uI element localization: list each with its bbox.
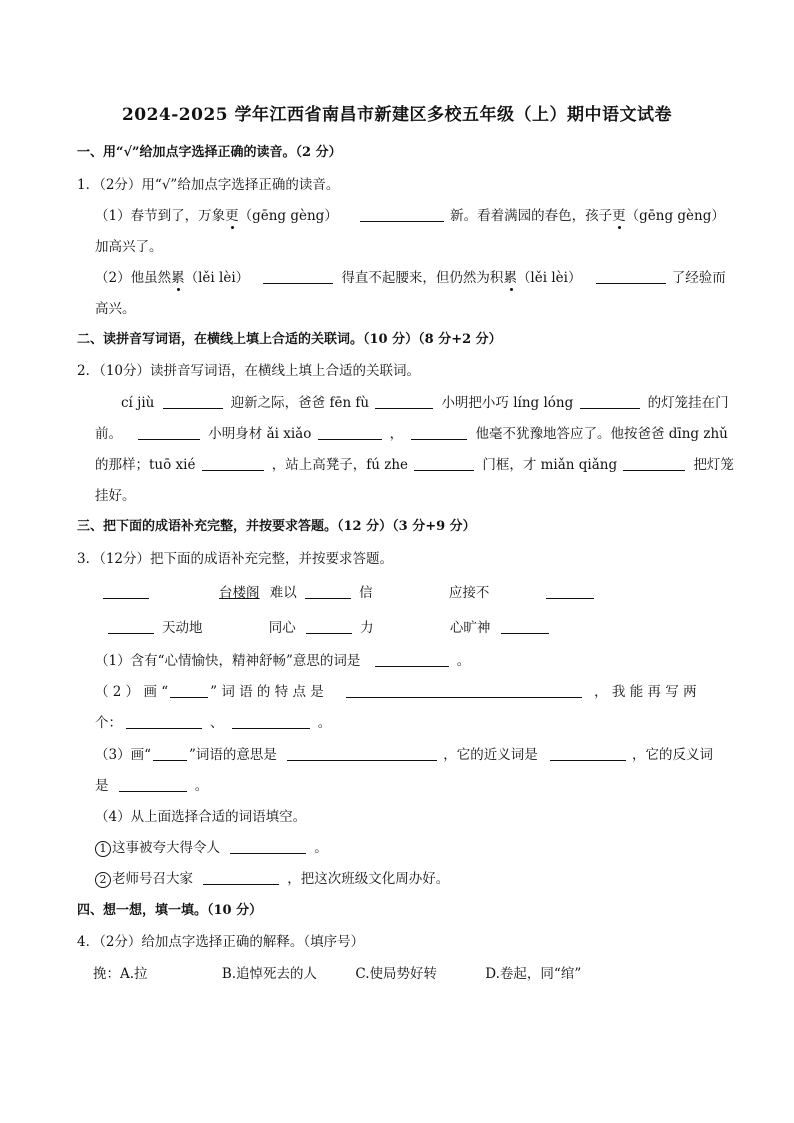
q3-sub-3 xyxy=(95,746,713,764)
q1-line-2: 加高兴了。 xyxy=(95,239,163,255)
text: （3）画“ xyxy=(95,747,151,763)
answer-blank[interactable] xyxy=(263,269,333,284)
text: 新。看着满园的春色，孩子 xyxy=(450,208,613,224)
section-2-heading: 二、读拼音写词语，在横线上填上合适的关联词。（10 分）（8 分+2 分） xyxy=(77,332,502,347)
answer-blank[interactable] xyxy=(375,394,433,409)
text: 的灯笼挂在门 xyxy=(647,395,729,411)
text: （gēng gèng） xyxy=(238,208,338,224)
mark-blank[interactable] xyxy=(153,746,187,761)
text: ” 词 语 的 特 点 是 xyxy=(210,684,324,700)
section-1-heading: 一、用“√”给加点字选择正确的读音。（2 分） xyxy=(77,145,342,160)
q3-sub-1 xyxy=(95,652,470,670)
answer-blank[interactable] xyxy=(360,207,444,222)
q2-line-1 xyxy=(121,394,729,412)
q2-line-2 xyxy=(95,425,728,443)
answer-blank[interactable] xyxy=(119,777,187,792)
answer-blank[interactable] xyxy=(287,746,437,761)
q3-sub-4: （4）从上面选择合适的词语填空。 xyxy=(95,809,307,825)
text: （2）他虽然 xyxy=(95,270,172,286)
q3-fill-2 xyxy=(95,870,449,888)
text: 。 xyxy=(456,653,471,669)
text: 小明身材 ǎi xiǎo xyxy=(208,426,312,442)
q3-sub-2-cont xyxy=(95,714,331,732)
relation-blank[interactable] xyxy=(411,425,467,440)
text: （lěi lèi） xyxy=(516,270,582,286)
text: 这事被夸大得令人 xyxy=(112,840,220,856)
idiom-text: 难以 xyxy=(269,585,297,601)
q3-fill-1 xyxy=(95,839,328,857)
q2-line-4: 挂好。 xyxy=(95,488,136,504)
text: 老师号召大家 xyxy=(112,871,193,887)
text: （gēng gèng） xyxy=(625,208,725,224)
text: （1）含有“心情愉快，精神舒畅”意思的词是 xyxy=(95,653,361,669)
q1-line-4: 高兴。 xyxy=(95,301,136,317)
text: ，把这次班级文化周办好。 xyxy=(287,871,450,887)
question-2: 2．（10分）读拼音写词语，在横线上填上合适的关联词。 xyxy=(77,363,421,379)
idiom-text: 心旷神 xyxy=(449,620,491,636)
text: 。 xyxy=(194,778,209,794)
text: ， 我 能 再 写 两 xyxy=(594,684,697,700)
idiom-row-1 xyxy=(103,584,594,602)
idiom-text: 信 xyxy=(359,585,373,601)
text: （lěi lèi） xyxy=(184,270,250,286)
text: 。 xyxy=(317,715,332,731)
idiom-text: 力 xyxy=(360,620,374,636)
text: 的那样；tuō xié xyxy=(95,457,196,473)
q3-sub-3-cont xyxy=(95,777,208,795)
idiom-text: 同心 xyxy=(268,620,296,636)
option-d: D.卷起，同“绾” xyxy=(485,966,582,982)
text: 了经验而 xyxy=(671,270,726,286)
idiom-text: 应接不 xyxy=(448,585,490,601)
answer-blank[interactable] xyxy=(580,394,640,409)
text: cí jiù xyxy=(121,395,155,411)
text: ”词语的意思是 xyxy=(189,747,277,763)
answer-blank[interactable] xyxy=(163,394,223,409)
text: 个： xyxy=(95,715,122,731)
page-title: 2024-2025 学年江西省南昌市新建区多校五年级（上）期中语文试卷 xyxy=(121,105,673,125)
text: 是 xyxy=(95,778,109,794)
q1-line-1 xyxy=(95,207,725,225)
answer-blank[interactable] xyxy=(375,652,449,667)
question-4: 4．（2分）给加点字选择正确的解释。（填序号） xyxy=(77,934,365,950)
idiom-blank[interactable] xyxy=(108,619,154,634)
dotted-char: 更 xyxy=(225,208,239,224)
q2-line-3 xyxy=(95,456,734,474)
idiom-blank[interactable] xyxy=(306,619,352,634)
text: 。 xyxy=(314,840,328,856)
idiom-blank[interactable] xyxy=(305,584,351,599)
idiom-text: 天动地 xyxy=(162,620,203,636)
answer-blank[interactable] xyxy=(202,456,264,471)
answer-blank[interactable] xyxy=(232,714,310,729)
text: 、 xyxy=(210,715,224,731)
option-a: A.拉 xyxy=(120,966,148,982)
text: 小明把小巧 líng lóng xyxy=(441,395,574,411)
text: 得直不起腰来，但仍然为积 xyxy=(341,270,504,286)
text: 门框，才 miǎn qiǎng xyxy=(482,457,618,473)
section-3-heading: 三、把下面的成语补充完整，并按要求答题。（12 分）（3 分+9 分） xyxy=(77,519,476,534)
text: ， xyxy=(389,426,404,442)
option-b: B.追悼死去的人 xyxy=(221,966,318,982)
answer-blank[interactable] xyxy=(414,456,474,471)
dotted-char: 更 xyxy=(612,208,626,224)
answer-blank[interactable] xyxy=(623,456,685,471)
idiom-blank[interactable] xyxy=(501,619,549,634)
dotted-char: 累 xyxy=(171,270,185,286)
text: （ 2 ） 画 “ xyxy=(95,684,169,700)
circle-number-1: 1 xyxy=(95,841,111,857)
dotted-char: 累 xyxy=(503,270,517,286)
answer-blank[interactable] xyxy=(126,714,202,729)
answer-blank[interactable] xyxy=(230,839,306,854)
answer-blank[interactable] xyxy=(318,425,382,440)
q3-sub-2 xyxy=(95,683,697,701)
text: 把灯笼 xyxy=(693,457,734,473)
answer-blank[interactable] xyxy=(550,746,626,761)
relation-blank[interactable] xyxy=(138,425,200,440)
text: （1）春节到了，万象 xyxy=(95,208,226,224)
text: 他毫不犹豫地答应了。他按爸爸 dīng zhǔ xyxy=(475,426,728,442)
option-c: C.使局势好转 xyxy=(355,966,437,982)
circle-number-2: 2 xyxy=(95,872,111,888)
answer-blank[interactable] xyxy=(596,269,666,284)
section-4-heading: 四、想一想，填一填。（10 分） xyxy=(77,903,263,918)
question-1: 1．（2分）用“√”给加点字选择正确的读音。 xyxy=(77,177,340,193)
answer-blank[interactable] xyxy=(203,870,279,885)
text: ，它的反义词 xyxy=(632,747,713,763)
idiom-blank[interactable] xyxy=(546,584,594,599)
text: 迎新之际，爸爸 fēn fù xyxy=(230,395,370,411)
text: ，站上高凳子，fú zhe xyxy=(271,457,409,473)
idiom-blank[interactable] xyxy=(103,584,149,599)
q4-options xyxy=(93,965,581,983)
word-label: 挽： xyxy=(93,966,120,982)
answer-blank[interactable] xyxy=(346,683,582,698)
question-3: 3．（12分）把下面的成语补充完整，并按要求答题。 xyxy=(77,551,394,567)
idiom-text-underlined: 台楼阁 xyxy=(219,585,260,601)
idiom-row-2 xyxy=(108,619,549,637)
text: 前。 xyxy=(95,426,122,442)
mark-blank[interactable] xyxy=(170,683,208,698)
text: ，它的近义词是 xyxy=(443,747,538,763)
q1-line-3 xyxy=(95,269,726,287)
